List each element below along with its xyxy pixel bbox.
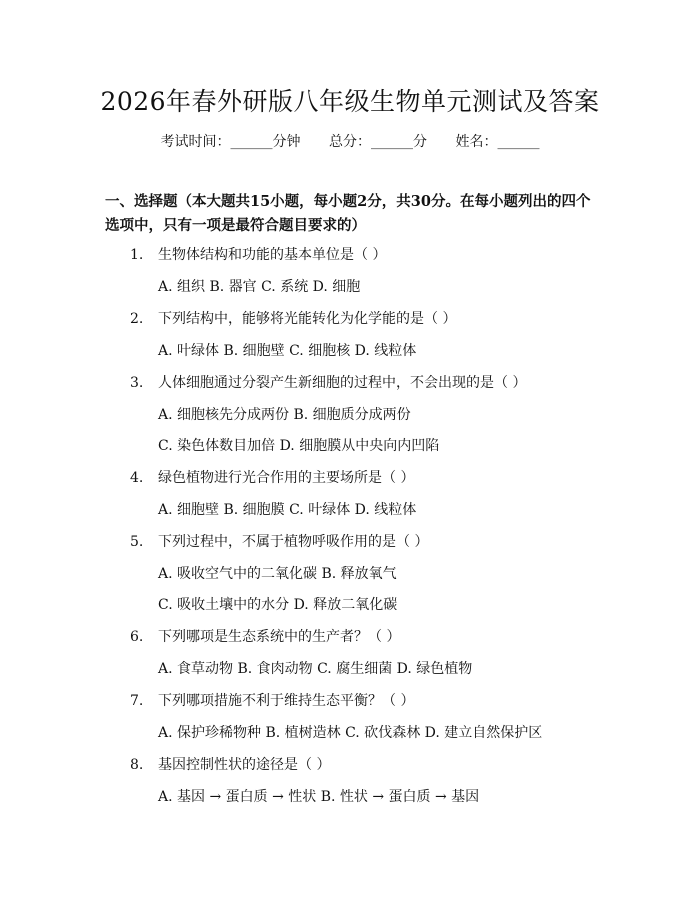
question-text: 绿色植物进行光合作用的主要场所是（ ） [158,470,415,486]
question-number: 2. [130,311,144,327]
question-number: 6. [130,629,144,645]
question-number: 7. [130,693,144,709]
question [130,626,400,646]
question-text: 下列哪项措施不利于维持生态平衡？（ ） [158,693,415,709]
question-number: 1. [130,247,144,263]
question-options: A. 细胞核先分成两份 B. 细胞质分成两份 [158,407,411,423]
question-number: 3. [130,375,144,391]
question-options: C. 染色体数目加倍 D. 细胞膜从中央向内凹陷 [158,438,440,454]
question-number: 8. [130,757,144,773]
section-heading: 一、选择题（本大题共15小题，每小题2分，共30分。在每小题列出的四个选项中，只有一项是最符合题目要求的） [105,193,591,234]
question-options: A. 食草动物 B. 食肉动物 C. 腐生细菌 D. 绿色植物 [158,661,473,677]
question-text: 下列过程中，不属于植物呼吸作用的是（ ） [158,534,429,550]
question [130,531,428,551]
question [130,308,456,328]
question-options: A. 叶绿体 B. 细胞壁 C. 细胞核 D. 线粒体 [158,343,417,359]
page-title: 2026年春外研版八年级生物单元测试及答案 [100,87,600,116]
question-options: A. 保护珍稀物种 B. 植树造林 C. 砍伐森林 D. 建立自然保护区 [158,725,543,741]
question-text: 下列结构中，能够将光能转化为化学能的是（ ） [158,311,457,327]
question-options: A. 细胞壁 B. 细胞膜 C. 叶绿体 D. 线粒体 [158,502,417,518]
question [130,244,386,264]
exam-time: 考试时间：______分钟 [160,134,301,150]
question-number: 4. [130,470,144,486]
question-text: 下列哪项是生态系统中的生产者？（ ） [158,629,401,645]
exam-total-score: 总分：______分 [329,134,427,150]
question [130,754,330,774]
question-options: A. 吸收空气中的二氧化碳 B. 释放氧气 [158,566,397,582]
question-text: 生物体结构和功能的基本单位是（ ） [158,247,387,263]
student-name: 姓名：______ [455,134,540,150]
question [130,372,526,392]
question [130,690,414,710]
question-options: C. 吸收土壤中的水分 D. 释放二氧化碳 [158,597,398,613]
exam-meta [0,131,700,151]
question-text: 人体细胞通过分裂产生新细胞的过程中，不会出现的是（ ） [158,375,527,391]
question-text: 基因控制性状的途径是（ ） [158,757,331,773]
question-options: A. 基因 → 蛋白质 → 性状 B. 性状 → 蛋白质 → 基因 [158,789,480,805]
question-number: 5. [130,534,144,550]
question-options: A. 组织 B. 器官 C. 系统 D. 细胞 [158,279,361,295]
question [130,467,414,487]
